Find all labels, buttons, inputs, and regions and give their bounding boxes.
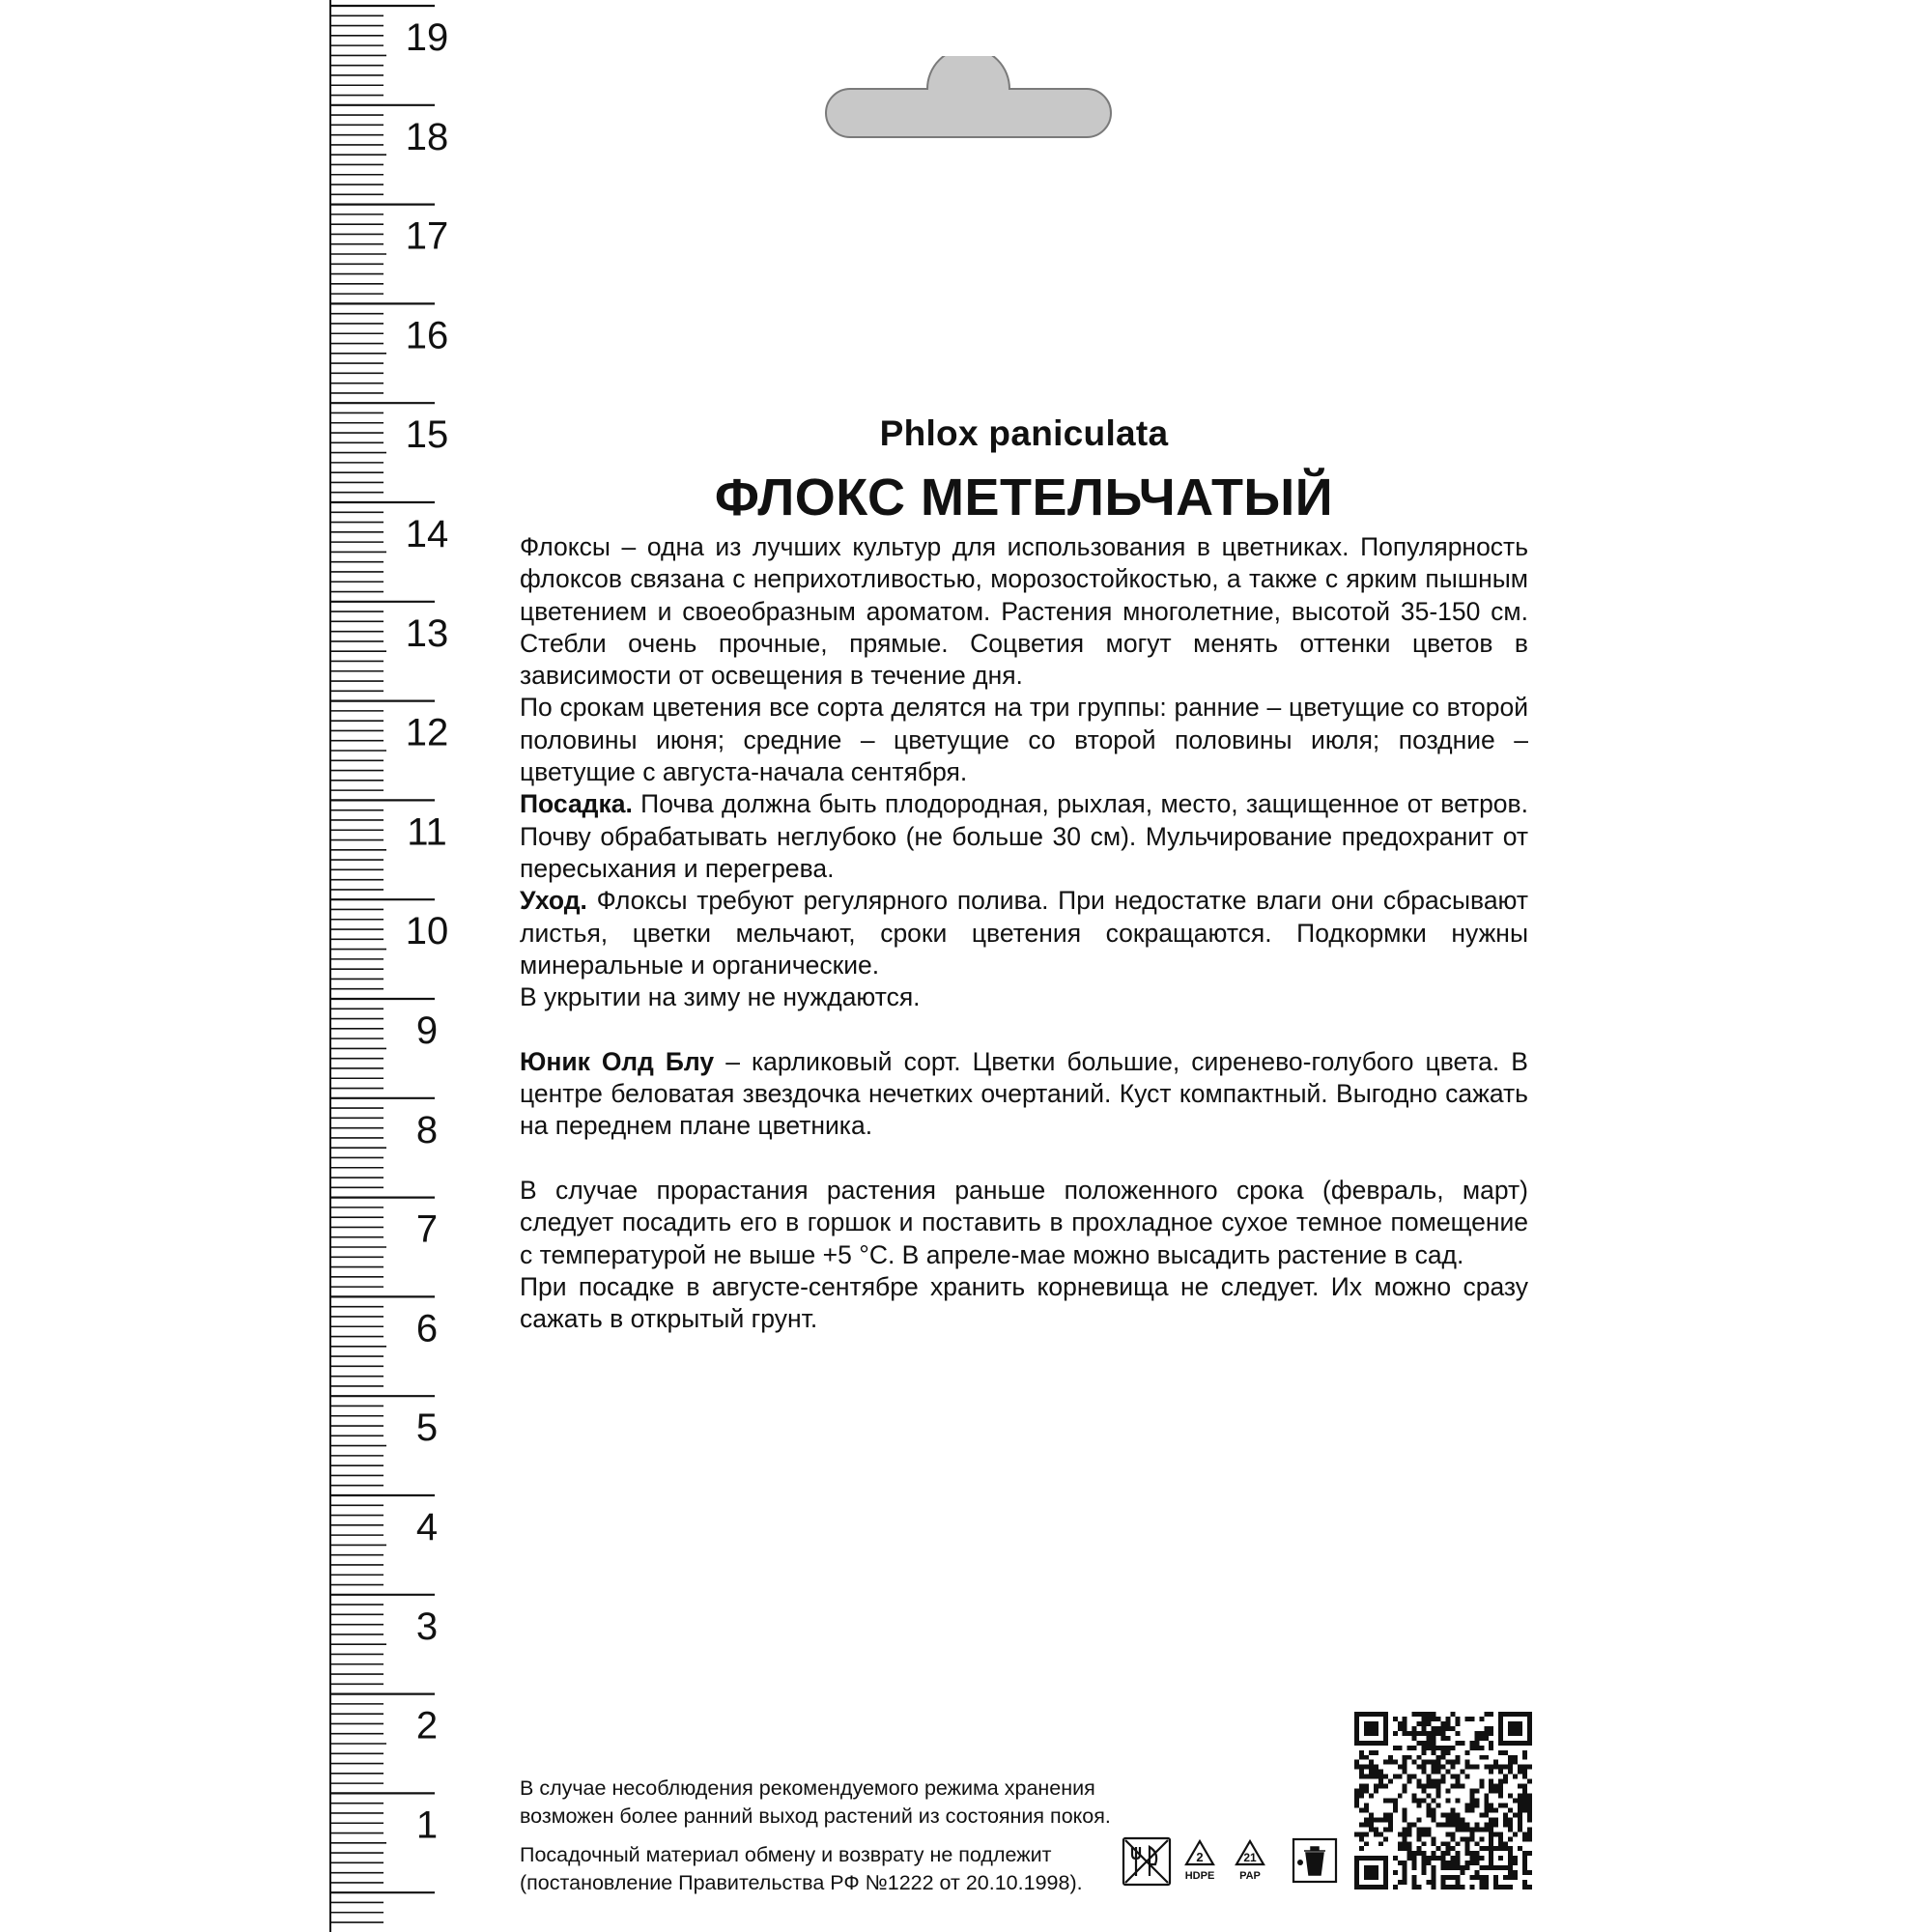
pap-label: PAP [1239,1870,1261,1882]
ruler-label: 13 [405,611,449,655]
ruler-label: 18 [405,115,449,158]
winter-paragraph: В укрытии на зиму не нуждаются. [520,982,921,1012]
storage-warning-line1: В случае несоблюдения рекомендуемого режима хранения [520,1776,1095,1800]
storage-warning [520,1775,1138,1831]
care-paragraph [520,885,1528,981]
recycle-pap-icon [1236,1841,1264,1882]
care-label: Уход. [520,886,587,916]
ruler-label: 7 [415,1208,439,1251]
flowering-groups-paragraph: По срокам цветения все сорта делятся на три группы: ранние – цветущие со второй половины июня; средние – цветущие со второй половины июля; поздние – цветущие с августа-начала сентября. [520,693,1528,787]
ruler-label: 5 [415,1406,439,1450]
ruler-label: 12 [405,711,449,754]
packaging-icons [1121,1833,1343,1891]
planting-paragraph [520,788,1528,885]
pap-code: 21 [1243,1851,1257,1864]
planting-label: Посадка. [520,789,633,819]
qr-code-icon [1354,1712,1532,1889]
variety-name: Юник Олд Блу [520,1046,715,1076]
ruler-label: 15 [405,413,449,457]
storage-paragraph: В случае прорастания растения раньше положенного срока (февраль, март) следует посадить его в горшок и поставить в прохладное сухое темное помещение с температурой не выше +5 °С. В апреле-мае можно высадить растение в сад. [520,1175,1528,1269]
ruler-label: 8 [415,1108,439,1151]
ruler-label: 6 [415,1307,439,1350]
ruler-label: 4 [415,1506,439,1548]
ruler-label: 17 [405,214,449,258]
storage-warning-line2: возможен более ранний выход растений из состояния покоя. [520,1804,1111,1828]
ruler-label: 9 [415,1009,439,1052]
trash-bin-icon [1293,1839,1336,1882]
hdpe-label: HDPE [1184,1870,1215,1882]
no-food-contact-icon [1123,1838,1170,1885]
variety-paragraph [520,1046,1528,1143]
return-policy-line2: (постановление Правительства РФ №1222 от 20.10.1998). [520,1871,1083,1894]
ruler-label: 2 [415,1704,439,1747]
description [520,531,1528,1335]
intro-paragraph: Флоксы – одна из лучших культур для использования в цветниках. Популярность флоксов связана с неприхотливостью, морозостойкостью, а также с ярким пышным цветением и своеобразным ароматом. Растения многолетние, высотой 35-150 см. Стебли очень прочные, прямые. Соцветия могут менять оттенки цветов в зависимости от освещения в течение дня. [520,532,1528,691]
ruler-label: 11 [407,810,447,854]
recycle-hdpe-icon [1185,1841,1215,1882]
planting-text: Почва должна быть плодородная, рыхлая, место, защищенное от ветров. Почву обрабатывать неглубоко (не больше 30 см). Мульчирование предохранит от пересыхания и перегрева. [520,789,1528,883]
hanger-slot [811,56,1125,143]
variety-text: – карликовый сорт. Цветки большие, сиренево-голубого цвета. В центре беловатая звездочка нечетких очертаний. Куст компактный. Выгодно сажать на переднем плане цветника. [520,1046,1528,1141]
return-policy [520,1841,1138,1897]
return-policy-line1: Посадочный материал обмену и возврату не подлежит [520,1843,1052,1866]
ruler-label: 3 [415,1605,439,1648]
ruler-label: 19 [405,16,449,59]
care-text: Флоксы требуют регулярного полива. При недостатке влаги они сбрасывают листья, цветки мельчают, сроки цветения сокращаются. Подкормки нужны минеральные и органические. [520,886,1528,980]
measuring-ruler [0,0,454,1932]
autumn-planting-paragraph: При посадке в августе-сентябре хранить корневища не следует. Их можно сразу сажать в открытый грунт. [520,1271,1528,1334]
russian-title: ФЛОКС МЕТЕЛЬЧАТЫЙ [714,469,1334,526]
ruler-label: 14 [405,513,449,555]
ruler-label: 10 [405,910,449,953]
ruler-label: 16 [405,314,449,357]
hdpe-code: 2 [1196,1850,1204,1864]
latin-title: Phlox paniculata [879,413,1169,453]
ruler-label: 1 [415,1804,439,1847]
